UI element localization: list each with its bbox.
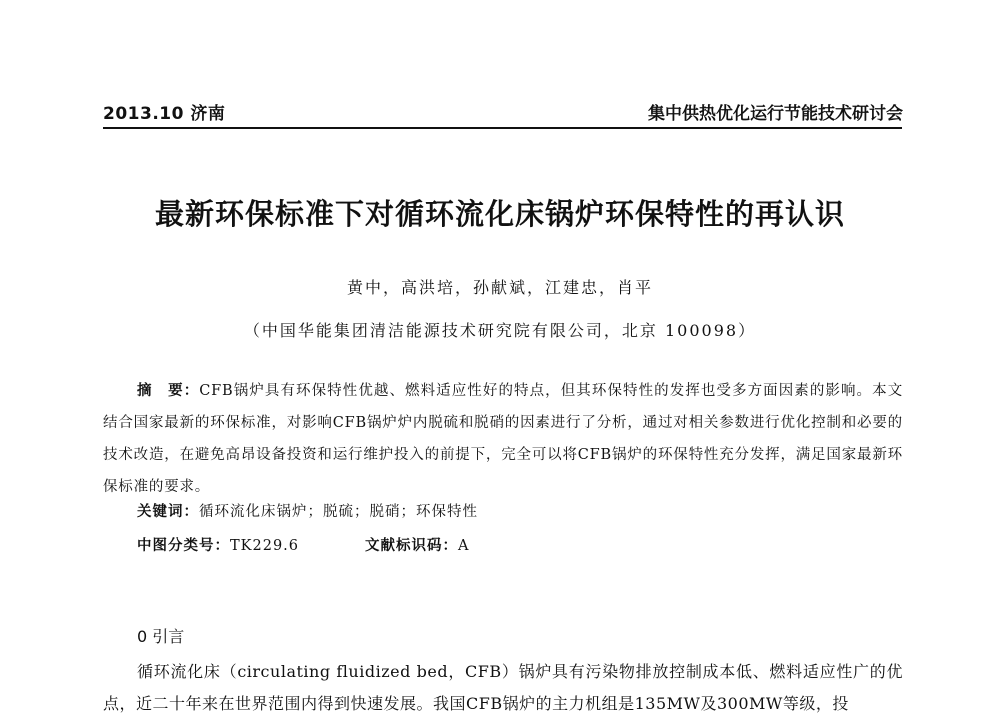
paper-title: 最新环保标准下对循环流化床锅炉环保特性的再认识: [154, 197, 845, 231]
abstract-text: CFB锅炉具有环保特性优越、燃料适应性好的特点，但其环保特性的发挥也受多方面因素的影响。本文结合国家最新的环保标准，对影响CFB锅炉炉内脱硫和脱硝的因素进行了分析，通过对相关参数进行优化控制和必要的技术改造，在避免高昂设备投资和运行维护投入的前提下，完全可以将CFB锅炉的环保特性充分发挥，满足国家最新环保标准的要求。: [103, 383, 903, 495]
header-left: 2013.10 济南: [103, 104, 226, 124]
keywords: [137, 500, 478, 521]
authors: 黄中，高洪培，孙献斌，江建忠，肖平: [346, 278, 653, 297]
classification: [137, 534, 470, 555]
section-heading: 0 引言: [137, 627, 185, 646]
classification-value: TK229.6: [230, 538, 300, 554]
classification-label: 中图分类号：: [137, 538, 230, 554]
keywords-text: 循环流化床锅炉；脱硫；脱硝；环保特性: [199, 504, 478, 520]
keywords-label: 关键词：: [137, 504, 199, 520]
section-body: 循环流化床（circulating fluidized bed，CFB）锅炉具有污染物排放控制成本低、燃料适应性广的优点，近二十年来在世界范围内得到快速发展。我国CFB锅炉的主力机组是135MW及300MW等级，投: [103, 662, 903, 713]
doc-code-value: A: [458, 538, 470, 554]
affiliation: （中国华能集团清洁能源技术研究院有限公司，北京 100098）: [243, 321, 757, 340]
header-right: 集中供热优化运行节能技术研讨会: [648, 104, 903, 124]
doc-code-label: 文献标识码：: [365, 538, 459, 554]
abstract: [103, 375, 903, 503]
header-rule: [103, 127, 902, 129]
abstract-label: 摘 要：: [137, 383, 200, 399]
